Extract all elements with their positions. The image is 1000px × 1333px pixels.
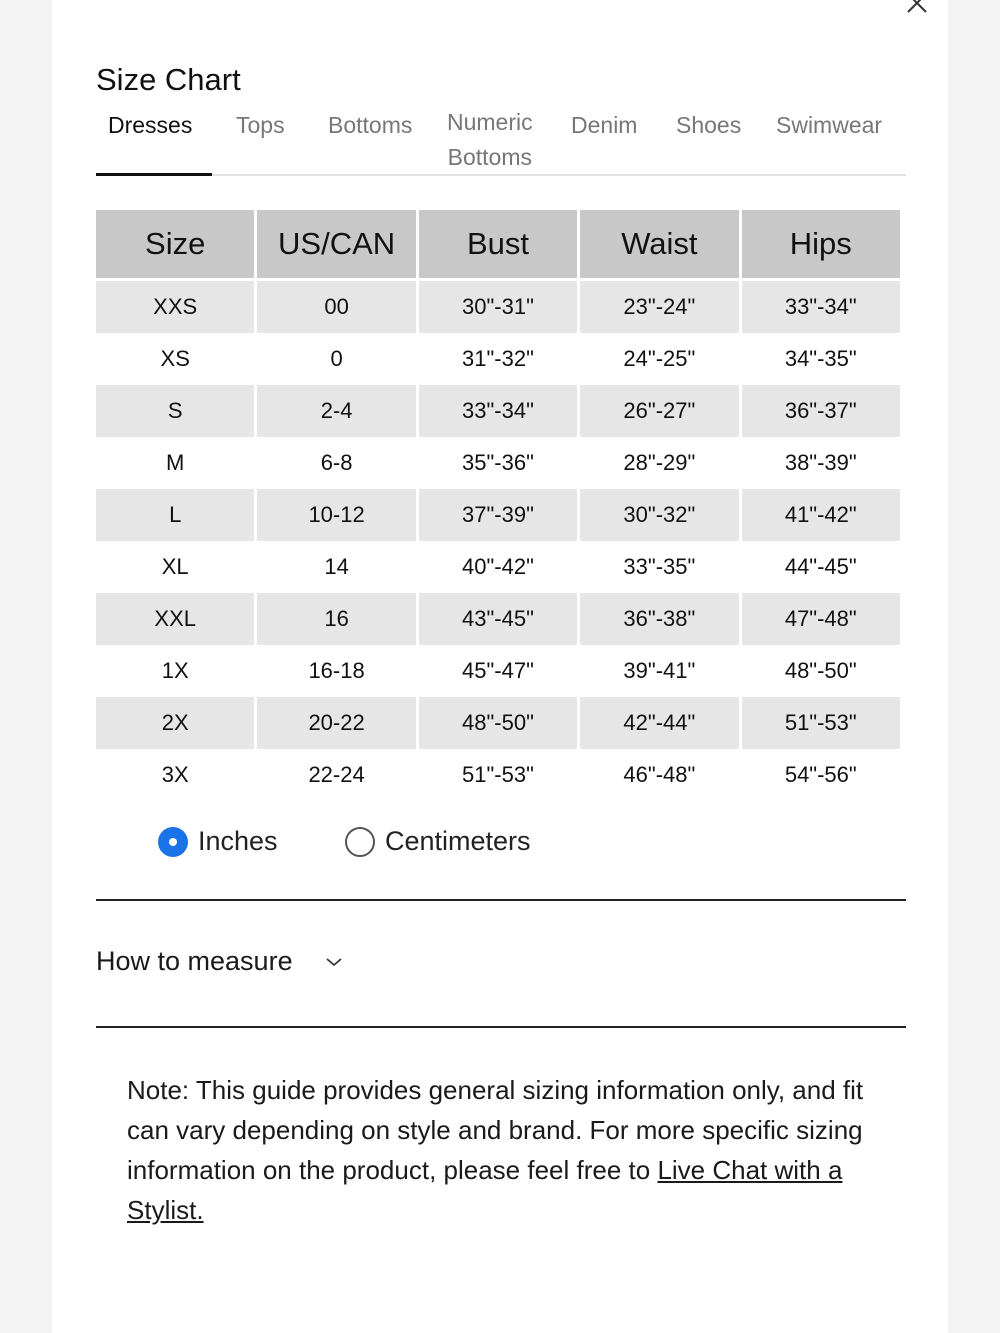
table-cell: 37"-39" [419,489,577,541]
table-cell: 10-12 [257,489,415,541]
table-cell: 0 [330,346,343,371]
column-header: Hips [742,208,900,281]
table-row [96,697,900,749]
table-cell: M [166,450,185,475]
table-cell: 36"-38" [580,593,738,645]
size-table [93,208,903,801]
table-row [96,645,900,697]
table-cell: 28"-29" [623,450,696,475]
table-cell: 54"-56" [784,762,857,787]
table-cell: 30"-32" [580,489,738,541]
table-cell: 46"-48" [623,762,696,787]
table-cell: 34"-35" [784,346,857,371]
table-cell: 47"-48" [742,593,900,645]
note-bold: Note: [127,1075,190,1105]
table-row [96,593,900,645]
chevron-down-icon [325,956,343,968]
table-cell: XL [161,554,189,579]
table-cell: 3X [161,762,189,787]
column-header: Size [96,208,254,281]
how-to-measure-label: How to measure [96,946,293,976]
table-row [96,541,900,593]
divider [96,1026,906,1028]
how-to-measure-toggle[interactable] [96,946,343,977]
tab-tops[interactable]: Tops [236,112,285,138]
table-cell: 23"-24" [580,281,738,333]
centimeters-label: Centimeters [385,826,531,856]
table-cell: 39"-41" [623,658,696,683]
table-cell: 43"-45" [419,593,577,645]
table-cell: 22-24 [308,762,365,787]
tab-swimwear[interactable]: Swimwear [776,112,883,138]
table-cell: 40"-42" [462,554,534,579]
table-cell: XXS [96,281,254,333]
radio-selected-icon[interactable] [158,827,188,857]
column-header: Bust [419,208,577,281]
table-cell: 41"-42" [742,489,900,541]
table-cell: 00 [257,281,415,333]
column-header: US/CAN [257,208,415,281]
table-cell: 16-18 [308,658,365,683]
table-cell: 33"-35" [623,554,696,579]
centimeters-option[interactable] [345,826,531,857]
table-cell: XS [160,346,190,371]
page-title: Size Chart [96,62,241,97]
table-cell: 51"-53" [742,697,900,749]
table-cell: 1X [161,658,189,683]
table-cell: 31"-32" [462,346,534,371]
tab-dresses[interactable]: Dresses [108,112,193,138]
table-cell: 48"-50" [419,697,577,749]
table-cell: XXL [96,593,254,645]
table-cell: 51"-53" [462,762,534,787]
table-row [96,333,900,385]
tab-bar [96,108,906,178]
table-cell: 14 [324,554,349,579]
radio-unselected-icon[interactable] [345,827,375,857]
table-cell: 20-22 [257,697,415,749]
table-cell: 42"-44" [580,697,738,749]
table-row [96,385,900,437]
table-cell: 2-4 [257,385,415,437]
active-tab-indicator [96,173,212,176]
tab-bottoms[interactable]: Bottoms [328,112,413,138]
table-cell: 24"-25" [623,346,696,371]
inches-option[interactable] [158,826,278,857]
tab-shoes[interactable]: Shoes [676,112,742,138]
table-cell: 6-8 [320,450,353,475]
table-cell: 33"-34" [742,281,900,333]
inches-label: Inches [198,826,278,856]
table-cell: 33"-34" [419,385,577,437]
live-chat-link[interactable]: Live Chat with a Stylist. [127,1155,843,1225]
table-row [96,437,900,489]
table-cell: 45"-47" [462,658,534,683]
table-cell: 44"-45" [784,554,857,579]
table-cell: 48"-50" [784,658,857,683]
tab-denim[interactable]: Denim [571,112,638,138]
table-row [96,281,900,333]
table-cell: 26"-27" [580,385,738,437]
table-header-row [96,208,900,281]
table-cell: 30"-31" [419,281,577,333]
table-cell: S [96,385,254,437]
note-text: This guide provides general sizing information only, and fit can vary depending on style and brand. For more specific sizing information on the product, please feel free to [127,1075,864,1185]
table-cell: 35"-36" [462,450,534,475]
table-cell: L [96,489,254,541]
table-cell: 2X [96,697,254,749]
column-header: Waist [580,208,738,281]
divider [96,899,906,901]
tab-numeric-bottoms[interactable]: Numeric Bottoms [447,109,533,170]
table-cell: 38"-39" [784,450,857,475]
close-icon[interactable] [902,0,932,18]
table-cell: 16 [257,593,415,645]
sizing-note [127,1070,887,1230]
table-row [96,489,900,541]
table-cell: 36"-37" [742,385,900,437]
table-row [96,749,900,801]
